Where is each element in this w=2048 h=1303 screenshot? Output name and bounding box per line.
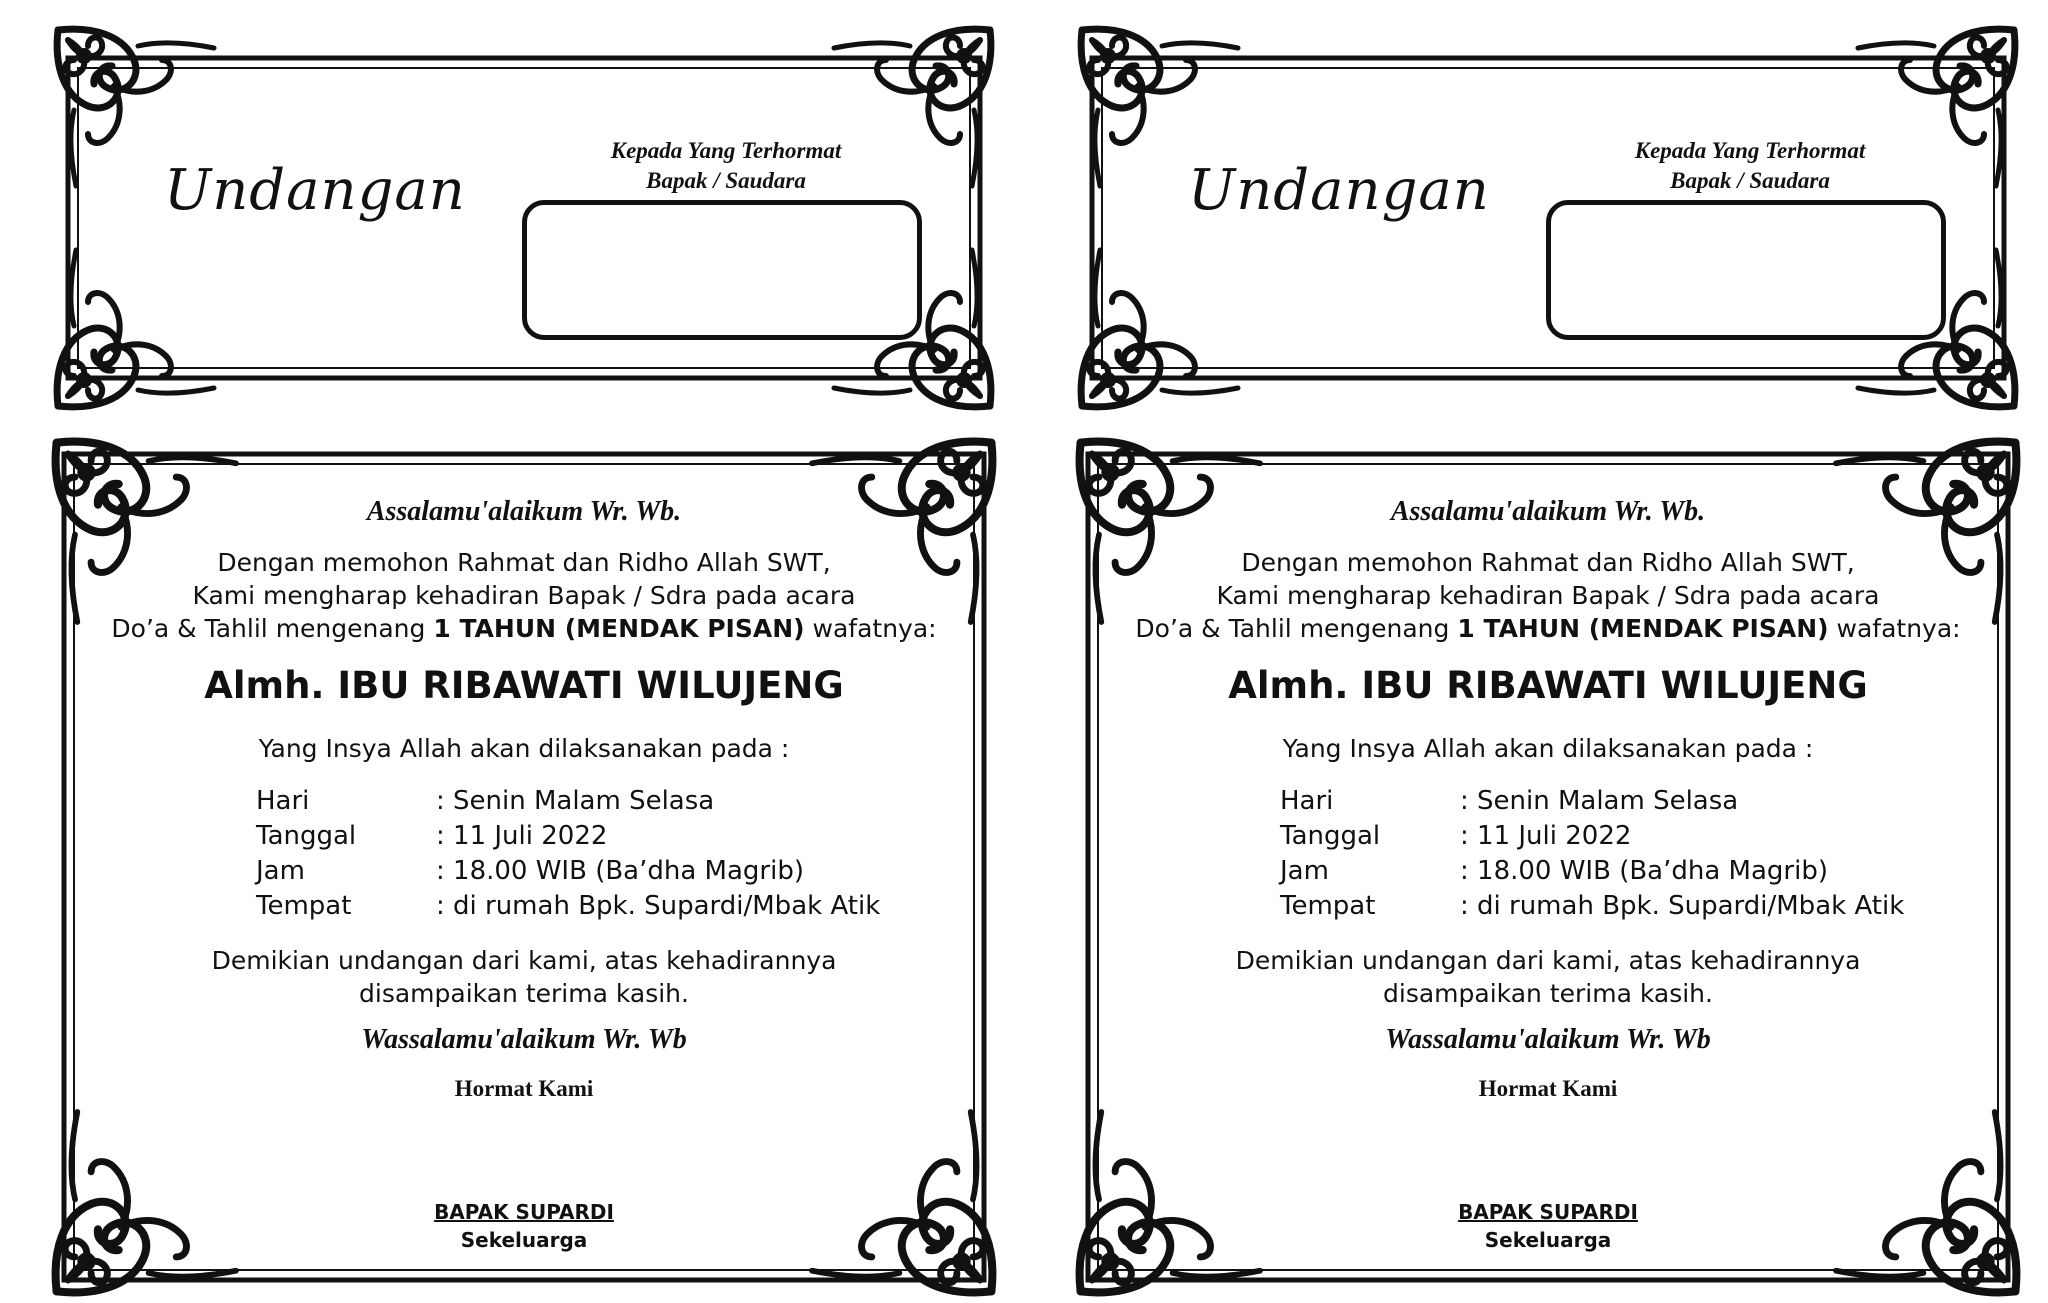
closing-line-1: Demikian undangan dari kami, atas kehadirannya [211, 946, 837, 975]
recipient-line-1: Kepada Yang Terhormat [610, 138, 842, 163]
deceased-name: Almh. IBU RIBAWATI WILUJENG [204, 664, 844, 707]
detail-label: Tempat [1280, 891, 1376, 921]
invitation-body [1130, 432, 1966, 1302]
intro-line-3-pre: Do’a & Tahlil mengenang [111, 614, 434, 643]
detail-row-place [1280, 889, 1966, 924]
anniversary-label: 1 TAHUN (MENDAK PISAN) [1457, 614, 1829, 643]
farewell: Wassalamu'alaikum Wr. Wb [1385, 1024, 1711, 1055]
detail-label: Tanggal [256, 821, 357, 851]
detail-row-date [256, 819, 942, 854]
detail-row-day [1280, 784, 1966, 819]
regards: Hormat Kami [1478, 1076, 1618, 1101]
farewell: Wassalamu'alaikum Wr. Wb [361, 1024, 687, 1055]
regards: Hormat Kami [454, 1076, 594, 1101]
closing-line-2: disampaikan terima kasih. [359, 979, 689, 1008]
signature-block [106, 1198, 942, 1254]
schedule-intro: Yang Insya Allah akan dilaksanakan pada : [258, 734, 790, 763]
envelope-card-right [1070, 18, 2026, 418]
intro-line-1: Dengan memohon Rahmat dan Ridho Allah SWT, [217, 548, 831, 577]
envelope-title: Undangan [1188, 158, 1490, 223]
recipient-heading [1570, 136, 1930, 196]
invitation-card-right [1070, 432, 2026, 1302]
detail-label: Hari [1280, 786, 1334, 816]
detail-label: Jam [256, 856, 305, 886]
anniversary-label: 1 TAHUN (MENDAK PISAN) [433, 614, 805, 643]
detail-row-day [256, 784, 942, 819]
deceased-name: Almh. IBU RIBAWATI WILUJENG [1228, 664, 1868, 707]
address-box [1546, 200, 1946, 340]
detail-value: : 18.00 WIB (Ba’dha Magrib) [436, 856, 804, 886]
closing-line-1: Demikian undangan dari kami, atas kehadirannya [1235, 946, 1861, 975]
detail-value: : Senin Malam Selasa [1460, 786, 1739, 816]
signer-family: Sekeluarga [1484, 1228, 1612, 1252]
detail-row-place [256, 889, 942, 924]
schedule-intro: Yang Insya Allah akan dilaksanakan pada : [1282, 734, 1814, 763]
detail-label: Hari [256, 786, 310, 816]
envelope-title: Undangan [164, 158, 466, 223]
signer-family: Sekeluarga [460, 1228, 588, 1252]
intro-line-2: Kami mengharap kehadiran Bapak / Sdra pada acara [1216, 581, 1880, 610]
closing-line-2: disampaikan terima kasih. [1383, 979, 1713, 1008]
detail-row-time [256, 854, 942, 889]
invitation-card-left [46, 432, 1002, 1302]
detail-value: : di rumah Bpk. Supardi/Mbak Atik [1460, 891, 1905, 921]
intro-line-2: Kami mengharap kehadiran Bapak / Sdra pada acara [192, 581, 856, 610]
address-box [522, 200, 922, 340]
recipient-line-2: Bapak / Saudara [1670, 168, 1830, 193]
recipient-line-1: Kepada Yang Terhormat [1634, 138, 1866, 163]
intro-line-3 [1130, 612, 1966, 645]
intro-line-3-pre: Do’a & Tahlil mengenang [1135, 614, 1458, 643]
greeting: Assalamu'alaikum Wr. Wb. [366, 496, 682, 527]
detail-value: : 11 Juli 2022 [1460, 821, 1632, 851]
detail-value: : 11 Juli 2022 [436, 821, 608, 851]
intro-line-3-post: wafatnya: [804, 614, 937, 643]
intro-line-3 [106, 612, 942, 645]
signer-name: BAPAK SUPARDI [1458, 1200, 1638, 1224]
recipient-heading [546, 136, 906, 196]
detail-value: : di rumah Bpk. Supardi/Mbak Atik [436, 891, 881, 921]
recipient-line-2: Bapak / Saudara [646, 168, 806, 193]
detail-row-time [1280, 854, 1966, 889]
intro-line-3-post: wafatnya: [1828, 614, 1961, 643]
detail-label: Tanggal [1280, 821, 1381, 851]
detail-row-date [1280, 819, 1966, 854]
signer-name: BAPAK SUPARDI [434, 1200, 614, 1224]
intro-line-1: Dengan memohon Rahmat dan Ridho Allah SWT, [1241, 548, 1855, 577]
detail-value: : Senin Malam Selasa [436, 786, 715, 816]
envelope-card-left [46, 18, 1002, 418]
greeting: Assalamu'alaikum Wr. Wb. [1390, 496, 1706, 527]
detail-label: Jam [1280, 856, 1329, 886]
signature-block [1130, 1198, 1966, 1254]
invitation-body [106, 432, 942, 1302]
detail-label: Tempat [256, 891, 352, 921]
detail-value: : 18.00 WIB (Ba’dha Magrib) [1460, 856, 1828, 886]
